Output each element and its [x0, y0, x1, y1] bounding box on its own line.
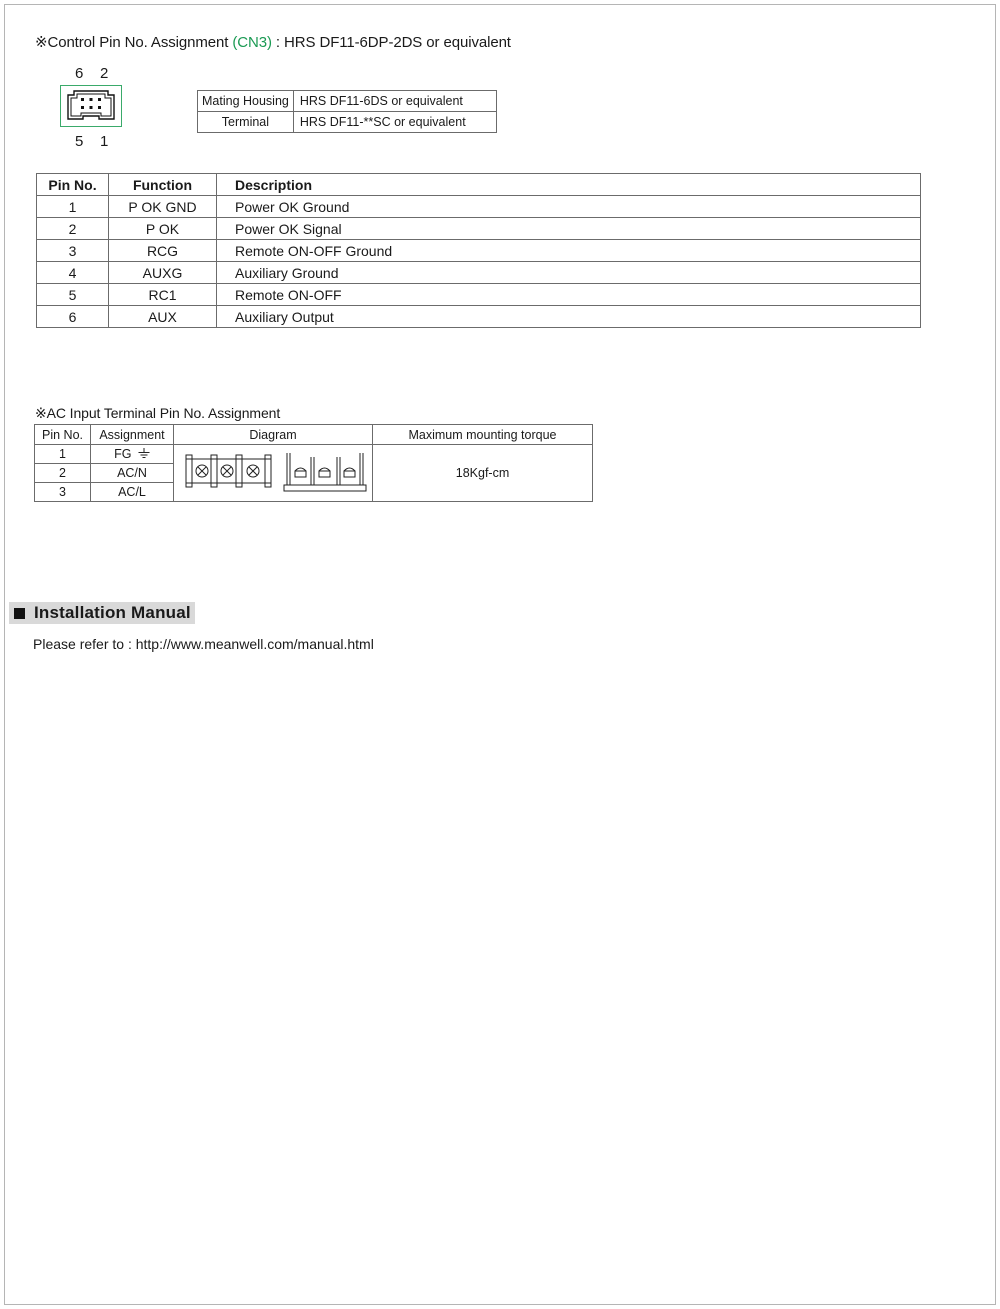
ac-assignment: AC/N	[91, 464, 174, 483]
control-pin-title	[35, 33, 511, 51]
ac-assignment	[91, 445, 174, 464]
installation-header	[9, 602, 195, 624]
pin-function: RC1	[109, 284, 217, 306]
pin-function: P OK GND	[109, 196, 217, 218]
pin-description: Auxiliary Ground	[217, 262, 921, 284]
pin-description: Remote ON-OFF	[217, 284, 921, 306]
terminal-label: Terminal	[198, 112, 294, 133]
pin-description: Remote ON-OFF Ground	[217, 240, 921, 262]
table-row	[198, 91, 497, 112]
terminal-block-icon	[178, 447, 368, 497]
table-row	[37, 284, 921, 306]
pin-description: Auxiliary Output	[217, 306, 921, 328]
pin-label-5: 5	[75, 133, 84, 150]
pin-function: RCG	[109, 240, 217, 262]
table-row	[37, 240, 921, 262]
torque-value: 18Kgf-cm	[373, 445, 593, 502]
header-torque: Maximum mounting torque	[373, 425, 593, 445]
manual-reference	[33, 636, 374, 652]
header-pin-no: Pin No.	[35, 425, 91, 445]
control-title-prefix: Control Pin No. Assignment	[47, 34, 233, 51]
manual-link[interactable]: http://www.meanwell.com/manual.html	[135, 636, 374, 652]
table-row	[37, 306, 921, 328]
installation-title: Installation Manual	[34, 603, 191, 622]
connector-icon	[61, 86, 121, 126]
ac-input-table	[34, 424, 593, 502]
terminal-block-diagram	[174, 445, 373, 502]
pin-number: 5	[37, 284, 109, 306]
mating-housing-label: Mating Housing	[198, 91, 294, 112]
pin-number: 6	[37, 306, 109, 328]
table-header-row	[35, 425, 593, 445]
pin-function: P OK	[109, 218, 217, 240]
connector-outline	[60, 85, 122, 127]
ac-pin-number: 2	[35, 464, 91, 483]
mating-housing-value: HRS DF11-6DS or equivalent	[293, 91, 496, 112]
table-row	[37, 218, 921, 240]
pin-number: 3	[37, 240, 109, 262]
ac-assignment: AC/L	[91, 483, 174, 502]
pin-description: Power OK Signal	[217, 218, 921, 240]
pin-function: AUX	[109, 306, 217, 328]
table-row	[35, 445, 593, 464]
connector-id: (CN3)	[232, 34, 272, 51]
table-row	[37, 196, 921, 218]
table-row	[37, 262, 921, 284]
pin-label-1: 1	[100, 133, 109, 150]
ground-icon	[138, 448, 150, 459]
ac-assignment-label: FG	[114, 447, 132, 461]
header-function: Function	[109, 174, 217, 196]
pin-number: 2	[37, 218, 109, 240]
header-diagram: Diagram	[174, 425, 373, 445]
pin-assignment-table	[36, 173, 921, 328]
table-header-row	[37, 174, 921, 196]
mating-table	[197, 90, 497, 133]
reference-mark: ※	[35, 34, 48, 51]
pin-function: AUXG	[109, 262, 217, 284]
pin-number: 4	[37, 262, 109, 284]
header-description: Description	[217, 174, 921, 196]
header-pin-no: Pin No.	[37, 174, 109, 196]
manual-prefix: Please refer to :	[33, 636, 136, 652]
pin-label-6: 6	[75, 65, 84, 82]
terminal-value: HRS DF11-**SC or equivalent	[293, 112, 496, 133]
square-bullet-icon	[14, 608, 25, 619]
header-assignment: Assignment	[91, 425, 174, 445]
table-row	[198, 112, 497, 133]
pin-description: Power OK Ground	[217, 196, 921, 218]
pin-number: 1	[37, 196, 109, 218]
control-title-suffix: : HRS DF11-6DP-2DS or equivalent	[271, 34, 511, 51]
ac-pin-number: 3	[35, 483, 91, 502]
ac-pin-number: 1	[35, 445, 91, 464]
ac-input-title: ※AC Input Terminal Pin No. Assignment	[35, 405, 281, 421]
pin-label-2: 2	[100, 65, 109, 82]
